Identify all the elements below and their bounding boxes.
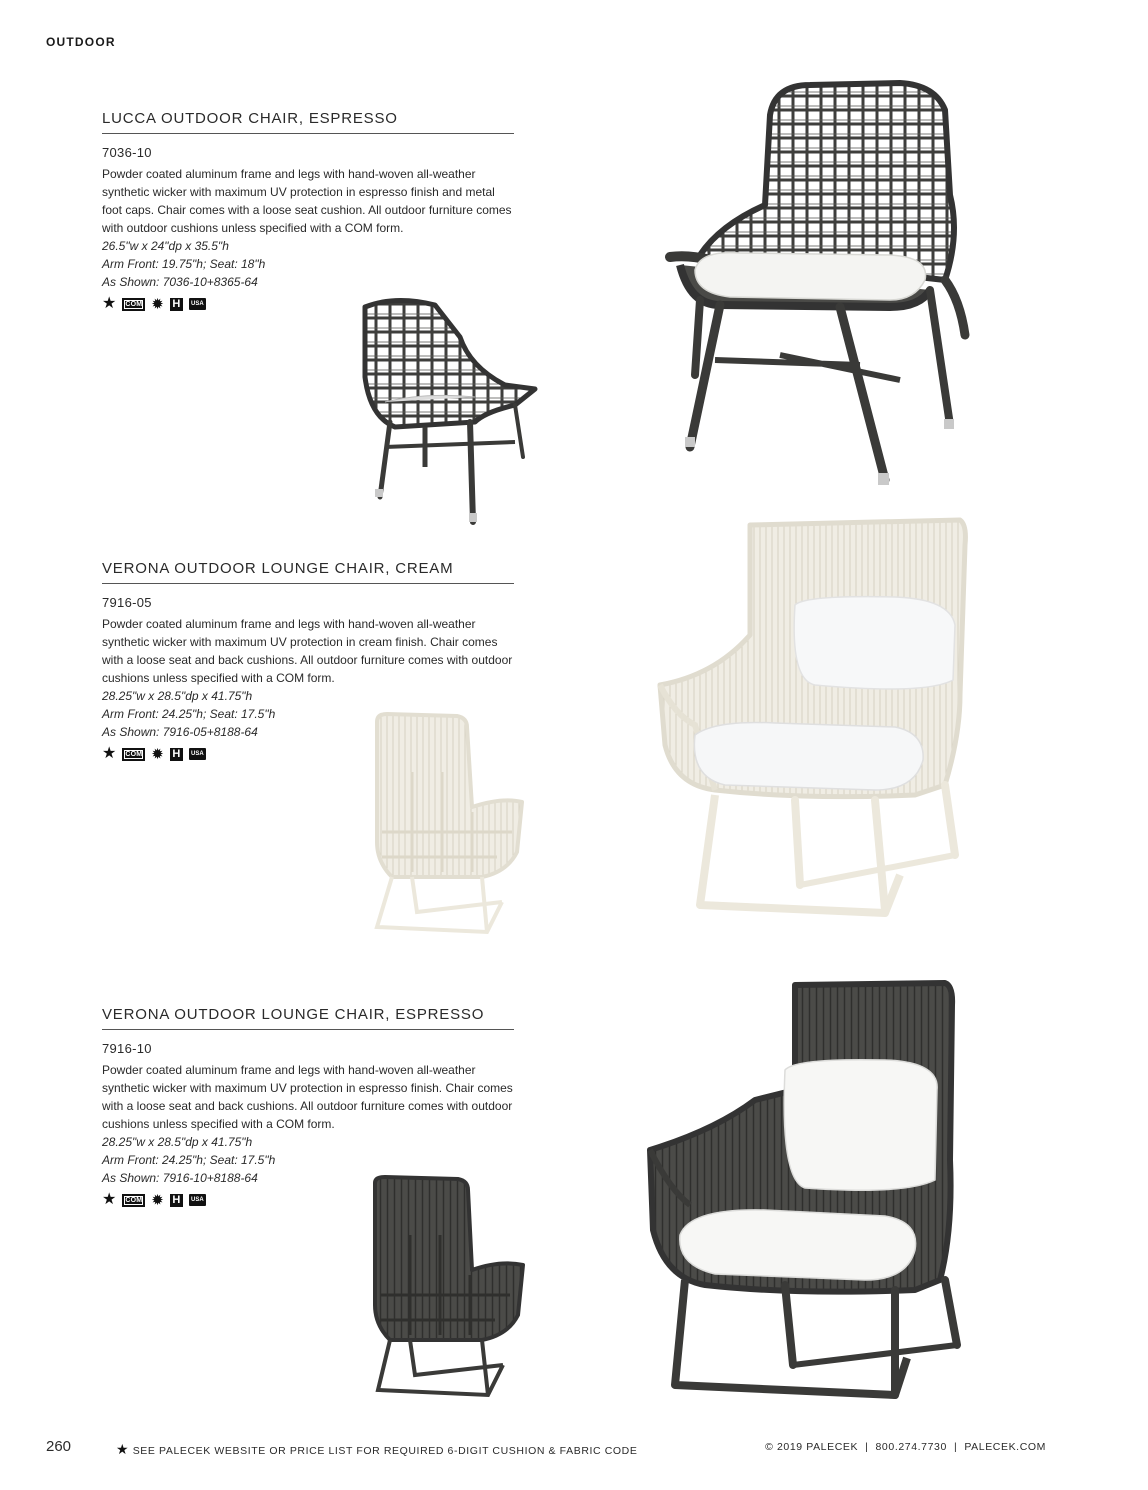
sun-icon: ✹ — [151, 295, 164, 313]
verona-espresso-chair-front-photo — [645, 980, 975, 1405]
product-sku: 7036-10 — [102, 145, 152, 160]
product-arm-seat: Arm Front: 19.75"h; Seat: 18"h — [102, 257, 266, 271]
h-icon: H — [170, 298, 183, 311]
star-icon: ★ — [102, 1191, 117, 1208]
product-arm-seat: Arm Front: 24.25"h; Seat: 17.5"h — [102, 707, 276, 721]
verona-espresso-chair-back-photo — [370, 1175, 532, 1400]
product-arm-seat: Arm Front: 24.25"h; Seat: 17.5"h — [102, 1153, 276, 1167]
section-label: OUTDOOR — [46, 35, 116, 49]
h-icon: H — [170, 748, 183, 761]
page-number: 260 — [46, 1438, 72, 1455]
star-icon: ★ — [102, 745, 117, 762]
product-title: VERONA OUTDOOR LOUNGE CHAIR, CREAM — [102, 560, 514, 584]
product-title: VERONA OUTDOOR LOUNGE CHAIR, ESPRESSO — [102, 1006, 514, 1030]
footer-note-text: SEE PALECEK WEBSITE OR PRICE LIST FOR REQUIRED 6-DIGIT CUSHION & FABRIC CODE — [132, 1445, 638, 1457]
product-as-shown: As Shown: 7036-10+8365-64 — [102, 275, 258, 289]
usa-icon: USA — [189, 1194, 206, 1206]
com-icon: COM — [122, 298, 145, 311]
product-description: Powder coated aluminum frame and legs with hand-woven all-weather synthetic wicker with maximum UV protection in espresso finish. Chair comes with a loose seat and back cushions. All outdoor furniture comes with outdoor cushions unless specified with a COM form. — [102, 1063, 513, 1131]
star-icon: ★ — [102, 295, 117, 312]
product-sku: 7916-10 — [102, 1041, 152, 1056]
product-description: Powder coated aluminum frame and legs with hand-woven all-weather synthetic wicker with maximum UV protection in espresso finish and metal foot caps. Chair comes with a loose seat cushion. All outdoor furniture comes with outdoor cushions unless specified with a COM form. — [102, 167, 512, 235]
com-icon: COM — [122, 748, 145, 761]
product-lucca-espresso — [102, 110, 514, 312]
product-as-shown: As Shown: 7916-10+8188-64 — [102, 1171, 258, 1185]
product-as-shown: As Shown: 7916-05+8188-64 — [102, 725, 258, 739]
usa-icon: USA — [189, 298, 206, 310]
product-sku: 7916-05 — [102, 595, 152, 610]
lucca-chair-front-photo — [660, 75, 980, 495]
product-dimensions: 28.25"w x 28.5"dp x 41.75"h — [102, 1135, 253, 1149]
footer-note — [116, 1441, 637, 1458]
lucca-chair-back-photo — [355, 297, 540, 527]
product-description: Powder coated aluminum frame and legs with hand-woven all-weather synthetic wicker with maximum UV protection in cream finish. Chair comes with a loose seat and back cushions. All outdoor furniture comes with outdoor cushions unless specified with a COM form. — [102, 617, 513, 685]
product-title: LUCCA OUTDOOR CHAIR, ESPRESSO — [102, 110, 514, 134]
product-dimensions: 26.5"w x 24"dp x 35.5"h — [102, 239, 229, 253]
verona-cream-chair-back-photo — [372, 712, 532, 937]
h-icon: H — [170, 1194, 183, 1207]
com-icon: COM — [122, 1194, 145, 1207]
sun-icon: ✹ — [151, 1191, 164, 1209]
star-icon: ★ — [116, 1441, 130, 1457]
product-dimensions: 28.25"w x 28.5"dp x 41.75"h — [102, 689, 253, 703]
sun-icon: ✹ — [151, 745, 164, 763]
usa-icon: USA — [189, 748, 206, 760]
verona-cream-chair-front-photo — [655, 515, 975, 930]
footer-copyright: © 2019 PALECEK | 800.274.7730 | PALECEK.COM — [765, 1441, 1046, 1453]
